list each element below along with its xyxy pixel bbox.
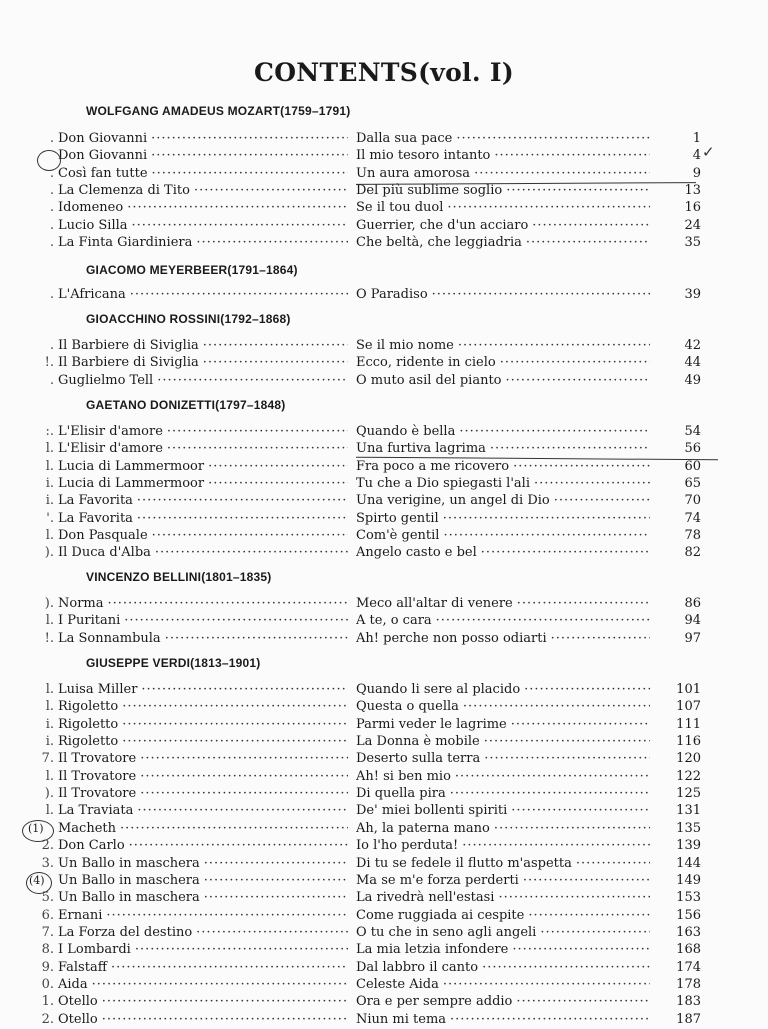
opera-title: Falstaff ····· [58,960,348,977]
opera-title: Un Ballo in maschera ····· [58,890,348,907]
aria-title: Ah! perche non posso odiarti ····· [356,631,656,648]
toc-entry [0,355,768,372]
page-number: 183 [650,994,701,1009]
toc-entry [0,441,768,458]
aria-title: Quando li sere al placido ····· [356,682,656,699]
entry-number: 3. [41,855,54,871]
toc-entry [0,200,768,217]
aria-title: Una verigine, un angel di Dio ····· [356,493,656,510]
entry-number: i. [45,716,54,732]
page-number: 149 [650,873,701,888]
toc-entry [0,942,768,959]
toc-entry [0,218,768,235]
page-number: 56 [650,441,701,456]
page-number: 78 [650,528,701,543]
toc-entry [0,977,768,994]
toc-entry [0,183,768,200]
aria-title: Angelo casto e bel ····· [356,545,656,562]
entry-number: !. [44,355,54,371]
aria-title: A te, o cara ····· [356,613,656,630]
page-number: 1 [650,131,701,146]
toc-entry [0,699,768,716]
toc-entry [0,287,768,304]
page-number: 39 [650,287,701,302]
opera-title: La Favorita ····· [58,511,348,528]
opera-title: Rigoletto ····· [58,717,348,734]
toc-entry [0,803,768,820]
entry-number: 7. [41,924,54,940]
aria-title: Una furtiva lagrima ····· [356,441,656,458]
opera-title: Lucio Silla ····· [58,218,348,235]
toc-entry [0,511,768,528]
opera-title: Il Barbiere di Siviglia ····· [58,338,348,355]
entry-number: 2. [41,838,54,854]
toc-entry [0,613,768,630]
aria-title: Com'è gentil ····· [356,528,656,545]
entry-number: l. [45,458,54,474]
circled-number-label: (1) [28,822,44,835]
entry-number: . [49,338,54,353]
opera-title: Don Giovanni ····· [58,148,348,165]
toc-entry [0,373,768,390]
toc-entry [0,424,768,441]
opera-title: Don Carlo ····· [58,838,348,855]
entry-number: . [49,131,54,146]
page-number: 82 [650,545,701,560]
aria-title: Se il tou duol ····· [356,200,656,217]
page-number: 86 [650,596,701,611]
aria-title: Ah, la paterna mano ····· [356,821,656,838]
page-number: 107 [650,699,701,714]
entry-number: 5. [41,890,54,906]
handwritten-circled-number-mark [26,872,52,894]
opera-title: Così fan tutte ····· [58,166,348,183]
toc-entry [0,890,768,907]
opera-title: La Forza del destino ····· [58,925,348,942]
toc-entry [0,751,768,768]
entry-number: l. [45,682,54,697]
page-number: 125 [650,786,701,801]
page-number: 178 [650,977,701,992]
page-number: 135 [650,821,701,836]
entry-number: . [49,200,54,216]
entry-number: i. [45,475,54,491]
composer-heading: VINCENZO BELLINI(1801–1835) [86,570,272,584]
aria-title: Di tu se fedele il flutto m'aspetta ····· [356,856,656,873]
page-number: 70 [650,493,701,508]
toc-entry [0,717,768,734]
toc-entry [0,459,768,476]
entry-number: 8. [41,942,54,958]
entry-number: l. [45,441,54,457]
opera-title: La Clemenza di Tito ····· [58,183,348,200]
page-number: 35 [650,235,701,250]
page-number: 101 [650,682,701,697]
toc-entry [0,838,768,855]
entry-number: l. [45,699,54,715]
toc-entry [0,908,768,925]
toc-entry [0,873,768,890]
aria-title: Che beltà, che leggiadria ····· [356,235,656,252]
opera-title: Guglielmo Tell ····· [58,373,348,390]
page-number: 168 [650,942,701,957]
toc-entry [0,528,768,545]
opera-title: Il Trovatore ····· [58,786,348,803]
toc-entry [0,596,768,613]
page-number: 139 [650,838,701,853]
opera-title: Norma ····· [58,596,348,613]
aria-title: Ma se m'e forza perderti ····· [356,873,656,890]
opera-title: L'Elisir d'amore ····· [58,424,348,441]
opera-title: Macheth ····· [58,821,348,838]
aria-title: Fra poco a me ricovero ····· [356,459,656,476]
toc-entry [0,769,768,786]
opera-title: Don Pasquale ····· [58,528,348,545]
opera-title: Luisa Miller ····· [58,682,348,699]
toc-entry [0,131,768,148]
opera-title: Lucia di Lammermoor ····· [58,459,348,476]
entry-number: i. [45,493,54,509]
opera-title: Rigoletto ····· [58,699,348,716]
aria-title: Spirto gentil ····· [356,511,656,528]
entry-number: ). [44,545,54,561]
page-number: 60 [650,459,701,474]
toc-entry [0,821,768,838]
entry-number: . [49,165,54,181]
toc-entry [0,1012,768,1029]
opera-title: Il Trovatore ····· [58,751,348,768]
aria-title: Quando è bella ····· [356,424,656,441]
entry-number: :. [45,424,54,439]
aria-title: O Paradiso ····· [356,287,656,304]
aria-title: La mia letzia infondere ····· [356,942,656,959]
entry-number: '. [46,510,54,526]
aria-title: Se il mio nome ····· [356,338,656,355]
opera-title: Il Trovatore ····· [58,769,348,786]
toc-entry [0,856,768,873]
toc-entry [0,166,768,183]
opera-title: Ernani ····· [58,908,348,925]
aria-title: Ora e per sempre addio ····· [356,994,656,1011]
aria-title: Il mio tesoro intanto ····· [356,148,656,165]
page-number: 54 [650,424,701,439]
entry-number: 2. [41,1011,54,1027]
aria-title: Un aura amorosa ····· [356,166,656,183]
page-number: 44 [650,355,701,370]
opera-title: Il Duca d'Alba ····· [58,545,348,562]
page-number: 65 [650,476,701,491]
circled-number-label: (4) [29,874,45,887]
composer-heading: WOLFGANG AMADEUS MOZART(1759–1791) [86,104,351,118]
page-number: 49 [650,373,701,388]
entry-number: l. [45,613,54,629]
entry-number: 9. [41,959,54,975]
entry-number: l. [45,768,54,784]
toc-entry [0,960,768,977]
opera-title: Don Giovanni ····· [58,131,348,148]
page-number: 120 [650,751,701,766]
opera-title: Aida ····· [58,977,348,994]
page-number: 9 [650,166,701,181]
entry-number: . [49,372,54,388]
aria-title: Niun mi tema ····· [356,1012,656,1029]
page-title: CONTENTS(vol. Ⅰ) [254,58,514,87]
aria-title: La rivedrà nell'estasi ····· [356,890,656,907]
aria-title: Tu che a Dio spiegasti l'ali ····· [356,476,656,493]
toc-entry [0,734,768,751]
composer-heading: GIOACCHINO ROSSINI(1792–1868) [86,312,291,326]
opera-title: Idomeneo ····· [58,200,348,217]
page-number: 144 [650,856,701,871]
aria-title: Celeste Aida ····· [356,977,656,994]
aria-title: Deserto sulla terra ····· [356,751,656,768]
opera-title: Un Ballo in maschera ····· [58,873,348,890]
entry-number: l. [45,527,54,543]
opera-title: Il Barbiere di Siviglia ····· [58,355,348,372]
opera-title: La Finta Giardiniera ····· [58,235,348,252]
toc-entry [0,994,768,1011]
entry-number: 0. [41,976,54,992]
opera-title: Otello ····· [58,994,348,1011]
page-number: 24 [650,218,701,233]
entry-number: ). [44,786,54,802]
page-number: 163 [650,925,701,940]
toc-entry [0,545,768,562]
opera-title: Rigoletto ····· [58,734,348,751]
page-number: 187 [650,1012,701,1027]
aria-title: Ecco, ridente in cielo ····· [356,355,656,372]
opera-title: Un Ballo in maschera ····· [58,856,348,873]
entry-number: 6. [41,907,54,923]
toc-entry [0,631,768,648]
toc-entry [0,925,768,942]
page-number: 74 [650,511,701,526]
opera-title: I Lombardi ····· [58,942,348,959]
aria-title: O muto asil del pianto ····· [356,373,656,390]
entry-number: i. [45,734,54,750]
composer-heading: GIACOMO MEYERBEER(1791–1864) [86,263,298,277]
aria-title: Questa o quella ····· [356,699,656,716]
opera-title: La Favorita ····· [58,493,348,510]
aria-title: Di quella pira ····· [356,786,656,803]
toc-entry [0,338,768,355]
toc-entry [0,493,768,510]
toc-entry [0,148,768,165]
page-number: 156 [650,908,701,923]
aria-title: De' miei bollenti spiriti ····· [356,803,656,820]
entry-number: 7. [41,751,54,767]
aria-title: Del più sublime soglio ····· [356,183,656,200]
aria-title: Meco all'altar di venere ····· [356,596,656,613]
composer-heading: GAETANO DONIZETTI(1797–1848) [86,398,286,412]
page-number: 116 [650,734,701,749]
page-number: 16 [650,200,701,215]
aria-title: Dal labbro il canto ····· [356,960,656,977]
composer-heading: GIUSEPPE VERDI(1813–1901) [86,656,261,670]
toc-entry [0,682,768,699]
aria-title: Guerrier, che d'un acciaro ····· [356,218,656,235]
toc-entry [0,786,768,803]
page-number: 13 [650,183,701,198]
entry-number: . [49,217,54,233]
page-number: 4 [650,148,701,163]
page-number: 122 [650,769,701,784]
aria-title: Ah! si ben mio ····· [356,769,656,786]
toc-entry [0,476,768,493]
aria-title: Parmi veder le lagrime ····· [356,717,656,734]
aria-title: O tu che in seno agli angeli ····· [356,925,656,942]
entry-number: . [49,287,54,302]
aria-title: Io l'ho perduta! ····· [356,838,656,855]
page-number: 97 [650,631,701,646]
handwritten-circled-number-mark [22,820,54,842]
toc-entry [0,235,768,252]
opera-title: La Traviata ····· [58,803,348,820]
opera-title: Otello ····· [58,1012,348,1029]
page-number: 42 [650,338,701,353]
page-number: 94 [650,613,701,628]
page-number: 131 [650,803,701,818]
opera-title: I Puritani ····· [58,613,348,630]
opera-title: L'Africana ····· [58,287,348,304]
aria-title: La Donna è mobile ····· [356,734,656,751]
aria-title: Come ruggiada ai cespite ····· [356,908,656,925]
entry-number: . [49,234,54,250]
entry-number: ). [44,596,54,611]
entry-number: 1. [41,994,54,1010]
aria-title: Dalla sua pace ····· [356,131,656,148]
opera-title: Lucia di Lammermoor ····· [58,476,348,493]
entry-number: . [49,182,54,198]
opera-title: La Sonnambula ····· [58,631,348,648]
page-number: 174 [650,960,701,975]
handwritten-circle-mark [37,150,61,171]
handwritten-checkmark-icon: ✓ [702,143,715,161]
page-number: 153 [650,890,701,905]
entry-number: l. [45,803,54,819]
page-number: 111 [650,717,701,732]
opera-title: L'Elisir d'amore ····· [58,441,348,458]
entry-number: !. [44,630,54,646]
